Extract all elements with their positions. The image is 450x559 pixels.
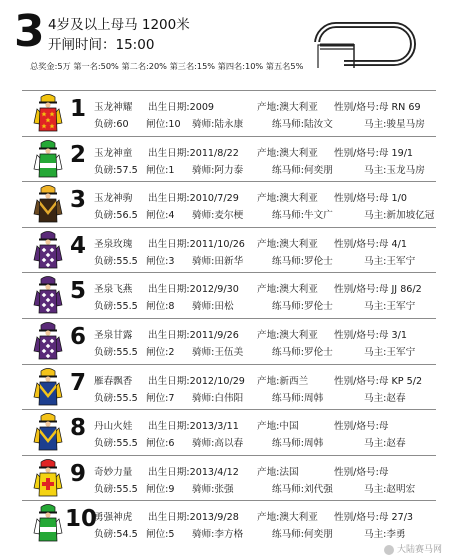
- horse-name: 丹山火娃: [94, 421, 133, 433]
- owner: 马主:赵春: [364, 392, 406, 404]
- trainer: 练马师:罗伦士: [272, 301, 333, 313]
- runner-row: [22, 181, 436, 227]
- barrier-draw: 闸位:7: [146, 392, 175, 404]
- sex-brand: 性别/烙号:母 4/1: [334, 238, 407, 250]
- horse-name: 奇妙力量: [94, 466, 133, 478]
- row-divider: [22, 227, 436, 228]
- weight-carried: 负磅:56.5: [94, 210, 138, 222]
- jockey-silks-icon: [32, 321, 64, 361]
- sex-brand: 性别/烙号:母 27/3: [334, 512, 414, 524]
- saddle-number: 10: [65, 506, 98, 533]
- weight-carried: 负磅:55.5: [94, 255, 138, 267]
- weight-carried: 负磅:55.5: [94, 438, 138, 450]
- sex-brand: 性别/烙号:母: [334, 466, 389, 478]
- runner-row: [22, 364, 436, 410]
- row-divider: [22, 90, 436, 91]
- jockey-silks-icon: [32, 230, 64, 270]
- sex-brand: 性别/烙号:母: [334, 421, 389, 433]
- origin: 产地:澳大利亚: [257, 102, 318, 113]
- owner: 马主:李勇: [364, 529, 406, 541]
- origin: 产地:新西兰: [257, 375, 309, 387]
- race-start-time: 开闸时间：15:00: [48, 37, 155, 53]
- birth-date: 出生日期:2012/10/29: [148, 375, 245, 387]
- jockey-silks-icon: [32, 503, 64, 543]
- birth-date: 出生日期:2011/10/26: [148, 238, 245, 250]
- jockey: 骑师:王伍美: [192, 346, 244, 358]
- barrier-draw: 闸位:10: [146, 119, 181, 130]
- weight-carried: 负磅:55.5: [94, 483, 138, 495]
- watermark: [384, 542, 442, 555]
- jockey: 骑师:陆永康: [192, 119, 244, 130]
- jockey: 骑师:高以春: [192, 438, 244, 450]
- birth-date: 出生日期:2013/4/12: [148, 466, 239, 478]
- saddle-number: 7: [69, 369, 86, 396]
- runners-list: [22, 90, 436, 546]
- weight-carried: 负磅:55.5: [94, 301, 138, 313]
- origin: 产地:澳大利亚: [257, 329, 318, 341]
- jockey-silks-icon: [32, 458, 64, 498]
- horse-name: 圣泉甘露: [94, 329, 133, 341]
- saddle-number: 1: [69, 96, 86, 122]
- owner: 马主:王军宁: [364, 301, 416, 313]
- trainer: 练马师:何奕朋: [272, 529, 333, 541]
- weight-carried: 负磅:55.5: [94, 346, 138, 358]
- jockey-silks-icon: [32, 412, 64, 452]
- trainer: 练马师:何奕朋: [272, 164, 333, 176]
- trainer: 练马师:罗伦士: [272, 255, 333, 267]
- watermark-logo-icon: [384, 545, 394, 555]
- horse-name: 圣泉玫瑰: [94, 238, 133, 250]
- origin: 产地:澳大利亚: [257, 284, 318, 296]
- runner-row: [22, 136, 436, 182]
- origin: 产地:法国: [257, 466, 299, 478]
- jockey: 骑师:阿力泰: [192, 164, 244, 176]
- owner: 马主:骏星马房: [364, 119, 425, 130]
- track-diagram-icon: [314, 20, 416, 72]
- horse-name: 玉龙神童: [94, 147, 133, 159]
- trainer: 练马师:罗伦士: [272, 346, 333, 358]
- jockey: 骑师:白伟阳: [192, 392, 244, 404]
- birth-date: 出生日期:2009: [148, 102, 215, 113]
- runner-row: [22, 272, 436, 318]
- weight-carried: 负磅:55.5: [94, 392, 138, 404]
- runner-row: [22, 500, 436, 546]
- saddle-number: 5: [69, 278, 86, 305]
- barrier-draw: 闸位:9: [146, 483, 175, 495]
- origin: 产地:澳大利亚: [257, 238, 318, 250]
- weight-carried: 负磅:57.5: [94, 164, 138, 176]
- owner: 马主:王军宁: [364, 255, 416, 267]
- runner-row: [22, 455, 436, 501]
- row-divider: [22, 364, 436, 365]
- barrier-draw: 闸位:6: [146, 438, 175, 450]
- sex-brand: 性别/烙号:母 19/1: [334, 147, 414, 159]
- horse-name: 雁春飘香: [94, 375, 133, 387]
- trainer: 练马师:牛文广: [272, 210, 333, 222]
- saddle-number: 6: [69, 323, 86, 350]
- birth-date: 出生日期:2012/9/30: [148, 284, 239, 296]
- prize-distribution: 总奖金:5万 第一名:50% 第二名:20% 第三名:15% 第四名:10% 第五名5%: [30, 61, 304, 71]
- watermark-text: 大陆赛马网: [396, 545, 442, 555]
- runner-row: [22, 318, 436, 364]
- trainer: 练马师:刘代强: [272, 483, 333, 495]
- jockey-silks-icon: [32, 93, 64, 133]
- barrier-draw: 闸位:5: [146, 529, 175, 541]
- sex-brand: 性别/烙号:母 1/0: [334, 193, 407, 205]
- jockey-silks-icon: [32, 139, 64, 179]
- horse-name: 勇强神虎: [94, 512, 133, 524]
- barrier-draw: 闸位:3: [146, 255, 175, 267]
- jockey-silks-icon: [32, 367, 64, 407]
- jockey: 骑师:田新华: [192, 255, 244, 267]
- race-title: 4岁及以上母马 1200米: [48, 17, 190, 33]
- jockey: 骑师:麦尔梗: [192, 210, 244, 222]
- origin: 产地:澳大利亚: [257, 193, 318, 205]
- runner-row: [22, 227, 436, 273]
- runner-row: [22, 409, 436, 455]
- row-divider: [22, 500, 436, 501]
- weight-carried: 负磅:54.5: [94, 529, 138, 541]
- saddle-number: 8: [69, 415, 86, 442]
- horse-name: 圣泉飞燕: [94, 284, 133, 296]
- owner: 马主:玉龙马房: [364, 164, 425, 176]
- row-divider: [22, 272, 436, 273]
- birth-date: 出生日期:2011/8/22: [148, 147, 239, 159]
- barrier-draw: 闸位:4: [146, 210, 175, 222]
- row-divider: [22, 181, 436, 182]
- birth-date: 出生日期:2011/9/26: [148, 329, 239, 341]
- barrier-draw: 闸位:1: [146, 164, 175, 176]
- row-divider: [22, 136, 436, 137]
- sex-brand: 性别/烙号:母 KP 5/2: [334, 375, 423, 387]
- saddle-number: 2: [69, 141, 86, 168]
- saddle-number: 4: [69, 232, 86, 259]
- sex-brand: 性别/烙号:母 3/1: [334, 329, 407, 341]
- horse-name: 玉龙神耀: [94, 102, 133, 113]
- saddle-number: 9: [69, 460, 86, 487]
- saddle-number: 3: [69, 187, 86, 214]
- jockey: 骑师:田松: [192, 301, 234, 313]
- row-divider: [22, 409, 436, 410]
- birth-date: 出生日期:2013/3/11: [148, 421, 239, 433]
- barrier-draw: 闸位:2: [146, 346, 175, 358]
- sex-brand: 性别/烙号:母 JJ 86/2: [334, 284, 422, 296]
- origin: 产地:中国: [257, 421, 299, 433]
- jockey-silks-icon: [32, 275, 64, 315]
- trainer: 练马师:周韩: [272, 392, 324, 404]
- jockey-silks-icon: [32, 184, 64, 224]
- trainer: 练马师:陆汝文: [272, 119, 333, 130]
- trainer: 练马师:周韩: [272, 438, 324, 450]
- birth-date: 出生日期:2010/7/29: [148, 193, 239, 205]
- owner: 马主:新加坡亿冠: [364, 210, 435, 222]
- owner: 马主:赵春: [364, 438, 406, 450]
- horse-name: 玉龙神驹: [94, 193, 133, 205]
- race-header: [0, 0, 450, 86]
- jockey: 骑师:李方格: [192, 529, 244, 541]
- origin: 产地:澳大利亚: [257, 512, 318, 524]
- sex-brand: 性别/烙号:母 RN 69: [334, 102, 421, 113]
- row-divider: [22, 318, 436, 319]
- barrier-draw: 闸位:8: [146, 301, 175, 313]
- origin: 产地:澳大利亚: [257, 147, 318, 159]
- owner: 马主:王军宁: [364, 346, 416, 358]
- owner: 马主:赵明宏: [364, 483, 416, 495]
- jockey: 骑师:张强: [192, 483, 234, 495]
- birth-date: 出生日期:2013/9/28: [148, 512, 239, 524]
- weight-carried: 负磅:60: [94, 119, 129, 130]
- row-divider: [22, 455, 436, 456]
- race-number: 3: [14, 6, 45, 57]
- runner-row: [22, 90, 436, 136]
